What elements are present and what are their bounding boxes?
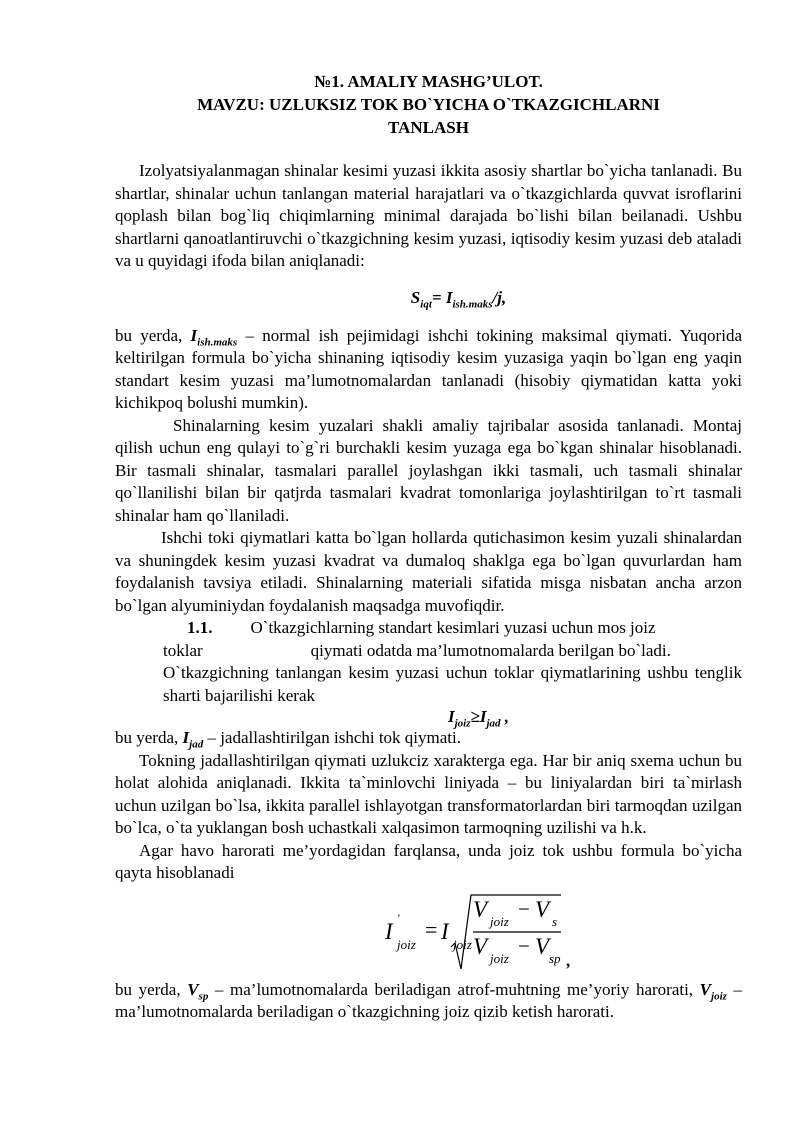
formula-current-condition: $I_{joiz}\ge I_{jad}$ , xyxy=(447,707,510,730)
paragraph-scheduled-current: Tokning jadallashtirilgan qiymati uzlukciz xarakterga ega. Har bir aniq sxema uchun bu holat alohida aniqlanadi. Ikkita ta`minlovchi liniyada – bu liniyalardan biri ta`mirlash uchun uzilgan bo`lsa, ikkita parallel ishlayotgan transformatorlardan biri tarmoqdan uzilgan bo`lca, o`ta yuklangan bosh uchastkali xalqasimon tarmoqning uzilishi va h.k. xyxy=(115,750,742,837)
paragraph-shapes: Shinalarning kesim yuzalari shakli amaliy tajribalar asosida tanlanadi. Montaj qilish uchun eng qulayi to`g`ri burchakli kesim yuzaga ega bo`kgan shinalar hisoblanadi. Bir tasmali shinalar, tasmalari parallel joylashgan ikki tasmali, uch tasmali shinalar qo`llanilishi bilan bir qatjrda tasmalari kvadrat tomonlariga joylashtirilgan to`rt tasmali shinalar ham qo`llaniladi. xyxy=(115,415,742,525)
document-page xyxy=(115,70,742,1024)
item-number: 1.1. xyxy=(187,618,213,637)
formula-temperature-correction: I ' joiz = I joiz V joiz − V s V joiz − V sp , xyxy=(115,887,742,979)
paragraph-temperature: Agar havo harorati me’yordagidan farqlansa, unda joiz tok ushbu formula bo`yicha qayta hisoblanadi xyxy=(115,840,742,882)
paragraph-materials: Ishchi toki qiymatlari katta bo`lgan hollarda qutichasimon kesim yuzali shinalardan va shuningdek kesim yuzasi kvadrat va dumaloq shaklga ega bo`lgan quvurlardan ham foydalanish tavsiya etiladi. Shinalarning materiali sifatida misga nisbatan ancha arzon bo`lgan alyuminiydan foydalanish maqsadga muvofiqdir. xyxy=(115,528,742,615)
paragraph-jad-definition: bu yerda, $I_{jad}$ – jadallashtirilgan ishchi tok qiymati. xyxy=(115,728,461,751)
paragraph-intro: Izolyatsiyalanmagan shinalar kesimi yuzasi ikkita asosiy shartlar bo`yicha tanlanadi. Bu shartlar, shinalar uchun tanlangan material harajatlari va o`tkazgichlarda quvvat isroflarini qoplash bilan bog`liq chiqimlarning minimal darajada bo`lishi bilan beilanadi. Ushbu shartlarni qanoatlantiruvchi o`tkazgichning kesim yuzasi, iqtisodiy kesim yuzasi deb ataladi va u quyidagi ifoda bilan aniqlanadi: xyxy=(115,161,742,270)
numbered-item-1-1: 1.1. O`tkazgichlarning standart kesimlari yuzasi uchun mos joiz toklar qiymati odatda ma’lumotnomalarda berilgan bo`ladi. O`tkazgichning tanlangan kesim yuzasi uchun toklar qiymatlarining ushbu tenglik sharti bajarilishi kerak xyxy=(163,618,742,705)
paragraph-temperature-definitions: bu yerda, $V_{sp}$ – ma’lumotnomalarda beriladigan atrof-muhtning me’yoriy harorati, $V_{joiz}$ – ma’lumotnomalarda beriladigan o`tkazgichning joiz qizib ketish harorati. xyxy=(115,979,743,1021)
title-line-1: №1. AMALIY MASHG’ULOT. xyxy=(314,72,543,91)
title-line-3: TANLASH xyxy=(388,118,469,137)
paragraph-max-current: bu yerda, $I_{ish.maks}$ – normal ish pejimidagi ishchi tokining maksimal qiymati. Yuqorida keltirilgan formula bo`yicha shinaning iqtisodiy kesim yuzasiga yaqin bo`lgan eng yaqin standart kesim yuzasi ma’lumotnomalardan tanlanadi (hisobiy qiymatidan katta yoki kichikpoq bolushi mumkin). xyxy=(115,325,742,412)
document-title xyxy=(115,70,742,139)
formula-economic-section: $S_{iqt}= I_{ish.maks}/j$, xyxy=(410,287,507,310)
title-line-2: MAVZU: UZLUKSIZ TOK BO`YICHA O`TKAZGICHLARNI xyxy=(197,95,660,114)
